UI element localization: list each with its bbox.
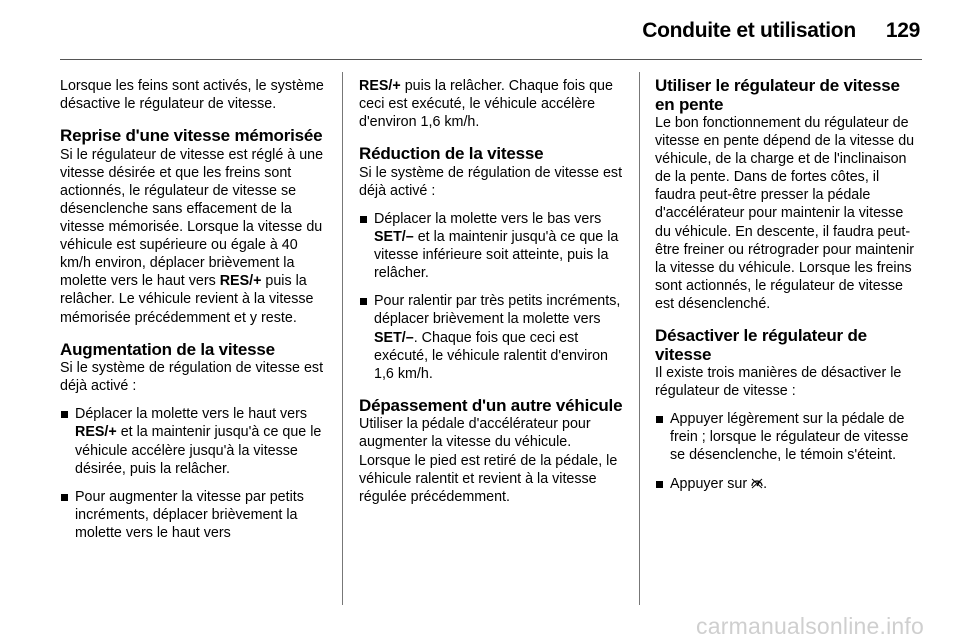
column-divider-2 [639, 72, 640, 605]
list-item-text: Déplacer la molette vers le haut vers [75, 406, 308, 423]
list-item-text: Déplacer la molette vers le bas vers [374, 210, 602, 227]
list-item-text: et la maintenir jusqu'à ce que la vitesse inférieure soit atteinte, puis la relâcher. [374, 229, 619, 282]
column-2 [359, 77, 625, 516]
list-item [60, 405, 325, 477]
heading-depassement: Dépassement d'un autre véhicule [359, 395, 623, 415]
set-minus-label: SET/– [374, 229, 414, 246]
list-item-text: Pour ralentir par très petits incréments, déplacer brièvement la molette vers [374, 293, 621, 328]
reduction-list [359, 210, 625, 383]
pente-paragraph: Le bon fonctionnement du régulateur de vitesse en pente dépend de la vitesse du véhicule, de la charge et de l'inclinaison de la pente. Dans de fortes côtes, il faudra peut-être presser la pédale d'accélérateur pour maintenir la vitesse du véhicule. En descente, il faudra peut-être freiner ou rétrograder pour maintenir la vitesse du véhicule. Lorsque les freins sont actionnés, le régulateur de vitesse est désenclenché. [655, 115, 915, 312]
list-item-text: Appuyer sur [670, 475, 752, 492]
chapter-title: Conduite et utilisation [642, 19, 856, 42]
page-header [642, 19, 920, 43]
reprise-text-a: Si le régulateur de vitesse est réglé à une vitesse désirée et que les freins sont actionnés, le régulateur de vitesse se désenclenche sans effacement de la vitesse mémorisée. Lorsque la vitesse du véhicule est supérieure ou égale à 40 km/h environ, déplacer brièvement la molette vers le haut vers [60, 146, 324, 290]
reduction-paragraph: Si le système de régulation de vitesse est déjà activé : [359, 164, 623, 199]
list-item [359, 292, 625, 382]
augmentation-list [60, 405, 325, 542]
reprise-paragraph [60, 146, 325, 327]
desactiver-paragraph: Il existe trois manières de désactiver le régulateur de vitesse : [655, 365, 902, 400]
watermark: carmanualsonline.info [696, 613, 924, 639]
list-item: Appuyer légèrement sur la pédale de frein ; lorsque le régulateur de vitesse se désenclenche, le témoin s'éteint. [655, 410, 923, 464]
list-item [655, 475, 923, 493]
cruise-control-off-icon [751, 476, 763, 488]
list-item-text: et la maintenir jusqu'à ce que le véhicule accélère jusqu'à la vitesse désirée, puis la relâcher. [75, 424, 322, 477]
column-1 [60, 77, 325, 552]
heading-reduction: Réduction de la vitesse [359, 144, 544, 164]
heading-reprise: Reprise d'une vitesse mémorisée [60, 126, 323, 146]
res-plus-label: RES/+ [219, 273, 262, 290]
list-item-text: . [763, 475, 768, 492]
res-plus-label: RES/+ [75, 424, 117, 441]
set-minus-label: SET/– [374, 329, 414, 346]
page-number: 129 [885, 19, 920, 42]
heading-augmentation: Augmentation de la vitesse [60, 339, 275, 359]
column-divider-1 [342, 72, 343, 605]
desactiver-list [655, 410, 923, 492]
header-divider [60, 59, 922, 60]
intro-paragraph: Lorsque les feins sont activés, le système désactive le régulateur de vitesse. [60, 78, 324, 113]
reprise-text-b: puis la relâcher. Le véhicule revient à la vitesse mémorisée précédemment et y reste. [60, 273, 314, 326]
column-3 [655, 77, 923, 503]
augmentation-paragraph: Si le système de régulation de vitesse est déjà activé : [60, 360, 324, 395]
depassement-paragraph: Utiliser la pédale d'accélérateur pour augmenter la vitesse du véhicule. Lorsque le pied est retiré de la pédale, le véhicule ralentit et revient à la vitesse régulée précédemment. [359, 416, 618, 505]
continued-text: puis la relâcher. Chaque fois que ceci est exécuté, le véhicule accélère d'environ 1,6 km/h. [359, 78, 613, 131]
res-plus-label: RES/+ [359, 78, 401, 94]
list-item: Pour augmenter la vitesse par petits incréments, déplacer brièvement la molette vers le haut vers [60, 488, 325, 542]
list-item-text: . Chaque fois que ceci est exécuté, le véhicule ralentit d'environ 1,6 km/h. [374, 329, 608, 382]
heading-pente: Utiliser le régulateur de vitesse en pente [655, 76, 900, 114]
continued-list-text [359, 77, 625, 131]
heading-desactiver: Désactiver le régulateur de vitesse [655, 326, 867, 364]
list-item [359, 210, 625, 282]
